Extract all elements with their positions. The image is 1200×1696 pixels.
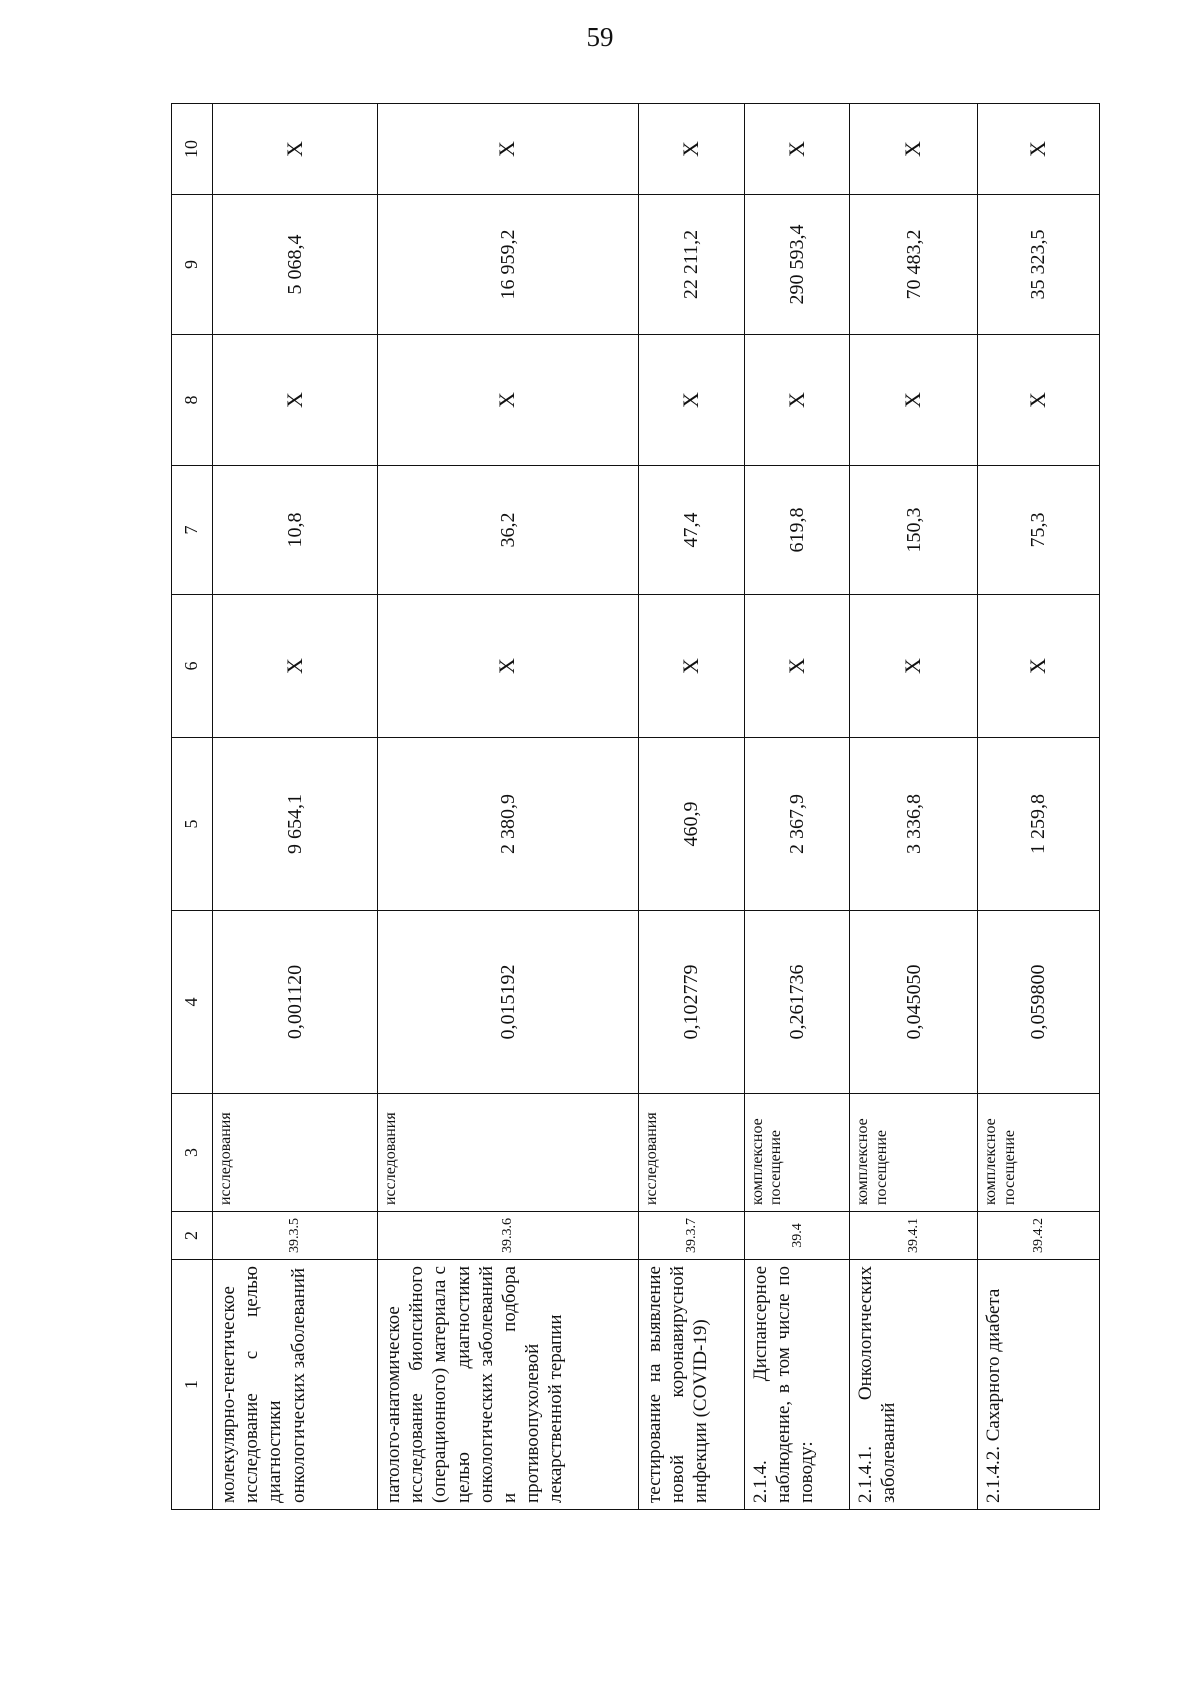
cell-value: X: [744, 335, 849, 466]
column-header: 1: [172, 1260, 213, 1510]
cell-value: X: [638, 595, 744, 738]
column-header: 9: [172, 195, 213, 335]
row-label: 2.1.4.1. Онкологических заболеваний: [850, 1260, 978, 1510]
cell-value: X: [850, 335, 978, 466]
table-row: [378, 104, 639, 1510]
row-code: 39.4: [744, 1212, 849, 1260]
cell-value: X: [213, 104, 378, 195]
cell-value: 22 211,2: [638, 195, 744, 335]
row-label: 2.1.4.2. Сахарного диабета: [978, 1260, 1100, 1510]
column-header: 8: [172, 335, 213, 466]
table-row: [850, 104, 978, 1510]
row-label: тестирование на выявление новой коронавирусной инфекции (COVID-19): [638, 1260, 744, 1510]
cell-value: X: [638, 335, 744, 466]
header-row: [172, 104, 213, 1510]
row-unit: исследования: [213, 1094, 378, 1212]
row-label: молекулярно-генетическое исследование с целью диагностики онкологических заболеваний: [213, 1260, 378, 1510]
table-row: [213, 104, 378, 1510]
column-header: 6: [172, 595, 213, 738]
cell-value: 1 259,8: [978, 738, 1100, 911]
cell-value: 0,001120: [213, 911, 378, 1094]
cell-value: 150,3: [850, 466, 978, 595]
cell-value: 9 654,1: [213, 738, 378, 911]
row-unit: комплексное посещение: [978, 1094, 1100, 1212]
cell-value: 0,261736: [744, 911, 849, 1094]
column-header: 10: [172, 104, 213, 195]
row-code: 39.4.2: [978, 1212, 1100, 1260]
cell-value: 47,4: [638, 466, 744, 595]
row-label: патолого-анатомическое исследование биопсийного (операционного) материала с целью диагностики онкологических заболеваний и подбора противоопухолевой лекарственной терапии: [378, 1260, 639, 1510]
table-row: [638, 104, 744, 1510]
cell-value: 0,015192: [378, 911, 639, 1094]
cell-value: 2 367,9: [744, 738, 849, 911]
cell-value: 5 068,4: [213, 195, 378, 335]
cell-value: 0,059800: [978, 911, 1100, 1094]
cell-value: X: [213, 335, 378, 466]
table-row: [744, 104, 849, 1510]
row-unit: комплексное посещение: [850, 1094, 978, 1212]
cell-value: 3 336,8: [850, 738, 978, 911]
column-header: 5: [172, 738, 213, 911]
column-header: 4: [172, 911, 213, 1094]
row-code: 39.3.6: [378, 1212, 639, 1260]
column-header: 3: [172, 1094, 213, 1212]
cell-value: 0,045050: [850, 911, 978, 1094]
row-code: 39.3.7: [638, 1212, 744, 1260]
row-code: 39.4.1: [850, 1212, 978, 1260]
cell-value: 36,2: [378, 466, 639, 595]
cell-value: X: [850, 595, 978, 738]
cell-value: X: [744, 595, 849, 738]
cell-value: 75,3: [978, 466, 1100, 595]
data-table: [171, 103, 1100, 1510]
cell-value: X: [744, 104, 849, 195]
cell-value: 0,102779: [638, 911, 744, 1094]
cell-value: X: [378, 104, 639, 195]
cell-value: X: [978, 104, 1100, 195]
row-label: 2.1.4. Диспансерное наблюдение, в том числе по поводу:: [744, 1260, 849, 1510]
cell-value: X: [213, 595, 378, 738]
cell-value: 70 483,2: [850, 195, 978, 335]
column-header: 7: [172, 466, 213, 595]
row-code: 39.3.5: [213, 1212, 378, 1260]
cell-value: 10,8: [213, 466, 378, 595]
table-row: [978, 104, 1100, 1510]
column-header: 2: [172, 1212, 213, 1260]
cell-value: 290 593,4: [744, 195, 849, 335]
cell-value: 35 323,5: [978, 195, 1100, 335]
rotated-table-container: [171, 104, 1100, 1510]
cell-value: X: [378, 335, 639, 466]
row-unit: исследования: [378, 1094, 639, 1212]
row-unit: исследования: [638, 1094, 744, 1212]
cell-value: 619,8: [744, 466, 849, 595]
cell-value: X: [378, 595, 639, 738]
cell-value: 2 380,9: [378, 738, 639, 911]
cell-value: X: [978, 595, 1100, 738]
cell-value: X: [638, 104, 744, 195]
row-unit: комплексное посещение: [744, 1094, 849, 1212]
page-number: 59: [586, 22, 614, 52]
cell-value: X: [850, 104, 978, 195]
cell-value: X: [978, 335, 1100, 466]
cell-value: 460,9: [638, 738, 744, 911]
cell-value: 16 959,2: [378, 195, 639, 335]
